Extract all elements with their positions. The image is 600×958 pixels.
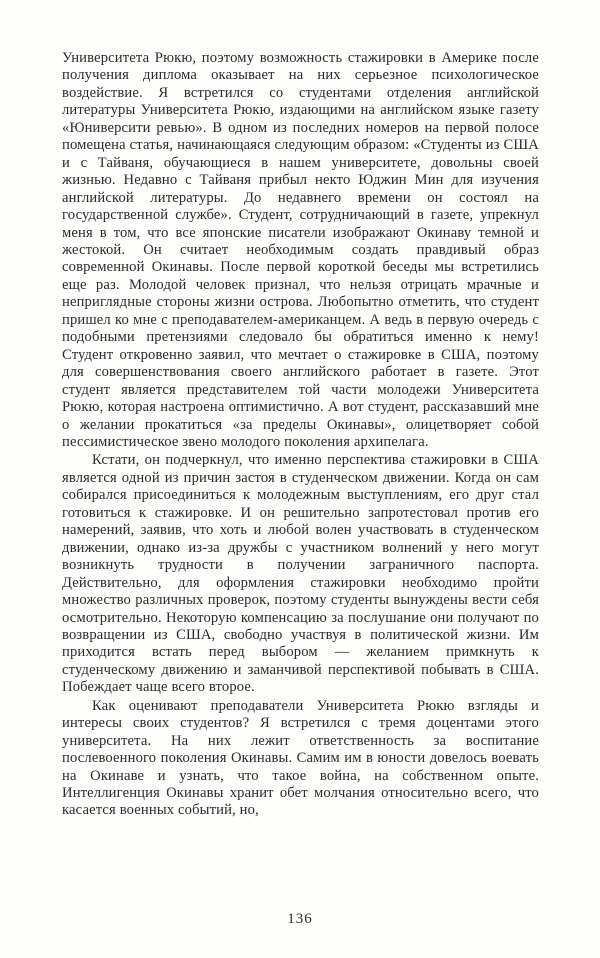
paragraph-3: Как оценивают преподаватели Университета Рюкю взгляды и интересы своих студентов? Я встретился с тремя доцентами этого университета. На них лежит ответственность за воспитание послевоенного поколения Окинавы. Самим им в юности довелось воевать на Окинаве и узнать, что такое война, на собственном опыте. Интеллигенция Окинавы хранит обет молчания относительно всего, что касается военных событий, но, [62, 697, 539, 819]
text-block [62, 50, 539, 820]
paragraph-continuation: Университета Рюкю, поэтому возможность стажировки в Америке после получения диплома оказывает на них серьезное психологическое воздействие. Я встретился со студентами отделения английской литературы Университета Рюкю, издающими на английском языке газету «Юниверсити ревью». В одном из последних номеров на первой полосе помещена статья, начинающаяся следующим образом: «Студенты из США и с Тайваня, обучающиеся в нашем университете, довольны своей жизнью. Недавно с Тайваня прибыл некто Юджин Мин для изучения английской литературы. До недавнего времени он состоял на государственной службе». Студент, сотрудничающий в газете, упрекнул меня в том, что все японские писатели изображают Окинаву темной и жестокой. Он считает необходимым создать правдивый образ современной Окинавы. После первой короткой беседы мы встретились еще раз. Молодой человек признал, что нельзя отрицать мрачные и неприглядные стороны жизни острова. Любопытно отметить, что студент пришел ко мне с преподавателем-американцем. А ведь в первую очередь с подобными претензиями следовало бы обратиться именно к нему! Студент откровенно заявил, что мечтает о стажировке в США, поэтому для совершенствования своего английского работает в газете. Этот студент является представителем той части молодежи Университета Рюкю, которая настроена оптимистично. А вот студент, рассказавший мне о желании прокатиться «за пределы Окинавы», олицетворяет собой пессимистическое звено молодого поколения архипелага. [62, 50, 539, 450]
paragraph-2: Кстати, он подчеркнул, что именно перспектива стажировки в США является одной из причин застоя в студенческом движении. Когда он сам собирался присоединиться к молодежным выступлениям, его друг стал готовиться к стажировке. И он решительно запротестовал против его намерений, заявив, что хоть и любой волен участвовать в студенческом движении, однако из-за дружбы с участником волнений у него могут возникнуть трудности в получении заграничного паспорта. Действительно, для оформления стажировки необходимо пройти множество различных проверок, поэтому студенты вынуждены вести себя осмотрительно. Некоторую компенсацию за послушание они получают по возвращении из США, свободно участвуя в политической жизни. Им приходится встать перед выбором — желанием примкнуть к студенческому движению и заманчивой перспективой побывать в США. Побеждает чаще всего второе. [62, 452, 539, 696]
page-number: 136 [287, 911, 313, 927]
